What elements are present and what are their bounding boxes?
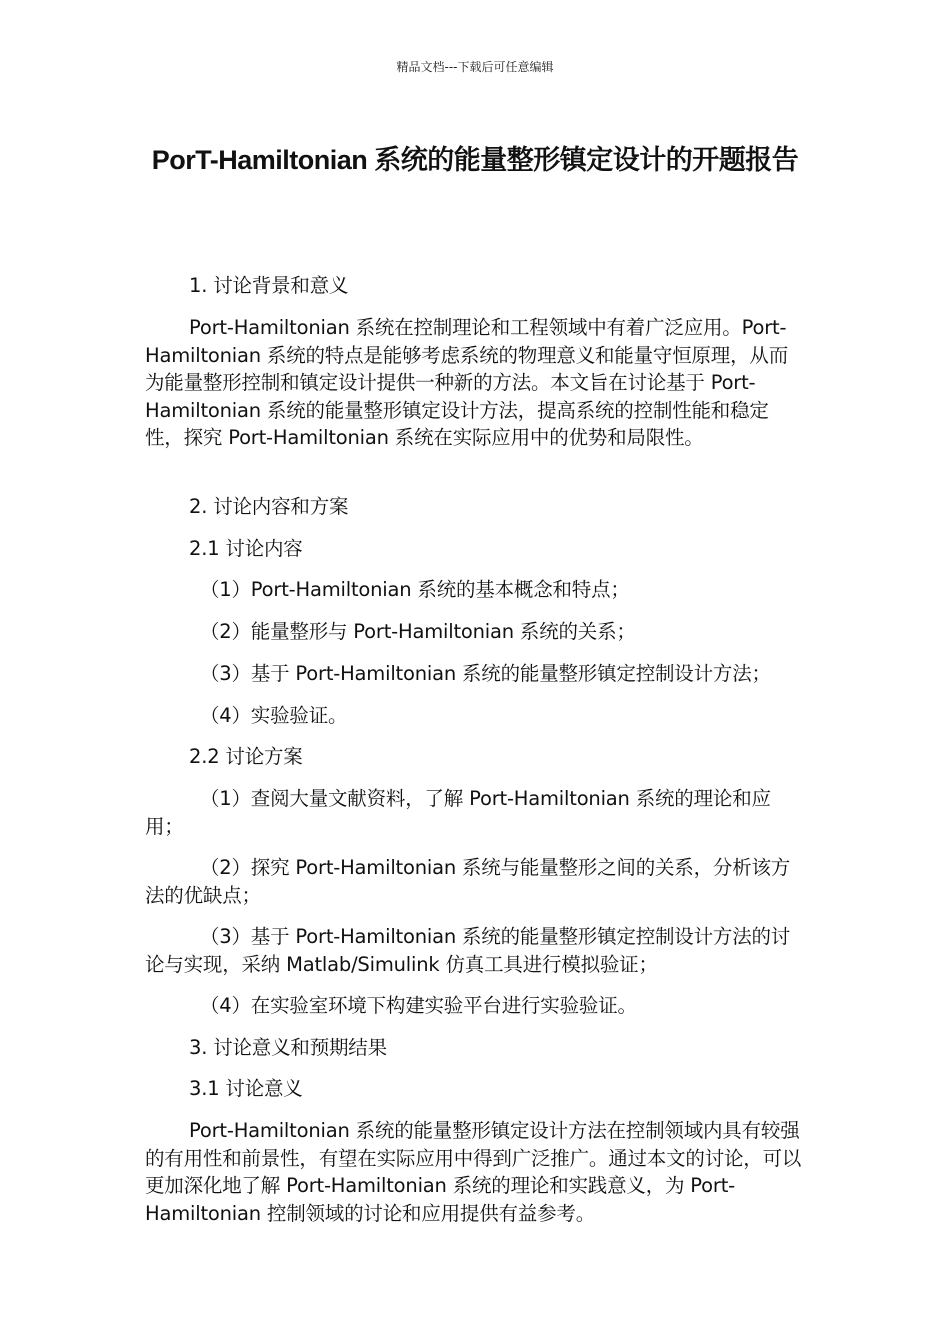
list-item: （3）基于 Port-Hamiltonian 系统的能量整形镇定控制设计方法； xyxy=(200,662,771,685)
list-item: （2）探究 Port-Hamiltonian 系统与能量整形之间的关系，分析该方法的优缺点； xyxy=(145,856,791,907)
subsection-heading-2-2: 2.2 讨论方案 xyxy=(189,745,303,768)
paragraph-background: Port-Hamiltonian 系统在控制理论和工程领域中有着广泛应用。Port-Hamiltonian 系统的特点是能够考虑系统的物理意义和能量守恒原理，从而为能量整形控制和镇定设计提供一种新的方法。本文旨在讨论基于 Port-Hamiltonian 系统的能量整形镇定设计方法，提高系统的控制性能和稳定性，探究 Port-Hamiltonian 系统在实际应用中的优势和局限性。 xyxy=(145,316,789,449)
list-item: （1）查阅大量文献资料，了解 Port-Hamiltonian 系统的理论和应用； xyxy=(145,787,771,838)
section-heading-3: 3. 讨论意义和预期结果 xyxy=(189,1036,387,1059)
header-note: 精品文档---下载后可任意编辑 xyxy=(396,60,554,74)
list-item: （1）Port-Hamiltonian 系统的基本概念和特点； xyxy=(200,578,630,601)
list-item: （2）能量整形与 Port-Hamiltonian 系统的关系； xyxy=(200,620,636,643)
list-item: （3）基于 Port-Hamiltonian 系统的能量整形镇定控制设计方法的讨论与实现，采纳 Matlab/Simulink 仿真工具进行模拟验证； xyxy=(145,925,791,976)
subsection-heading-3-1: 3.1 讨论意义 xyxy=(189,1077,303,1100)
section-heading-2: 2. 讨论内容和方案 xyxy=(189,495,349,518)
section-heading-1: 1. 讨论背景和意义 xyxy=(189,274,349,297)
list-item: （4）实验验证。 xyxy=(200,704,348,727)
paragraph-significance: Port-Hamiltonian 系统的能量整形镇定设计方法在控制领域内具有较强的有用性和前景性，有望在实际应用中得到广泛推广。通过本文的讨论，可以更加深化地了解 Port-Hamiltonian 系统的理论和实践意义，为 Port-Hamiltonian 控制领域的讨论和应用提供有益参考。 xyxy=(145,1119,802,1225)
subsection-heading-2-1: 2.1 讨论内容 xyxy=(189,537,303,560)
document-title: PorT-Hamiltonian 系统的能量整形镇定设计的开题报告 xyxy=(151,145,799,175)
list-item: （4）在实验室环境下构建实验平台进行实验验证。 xyxy=(200,994,637,1017)
